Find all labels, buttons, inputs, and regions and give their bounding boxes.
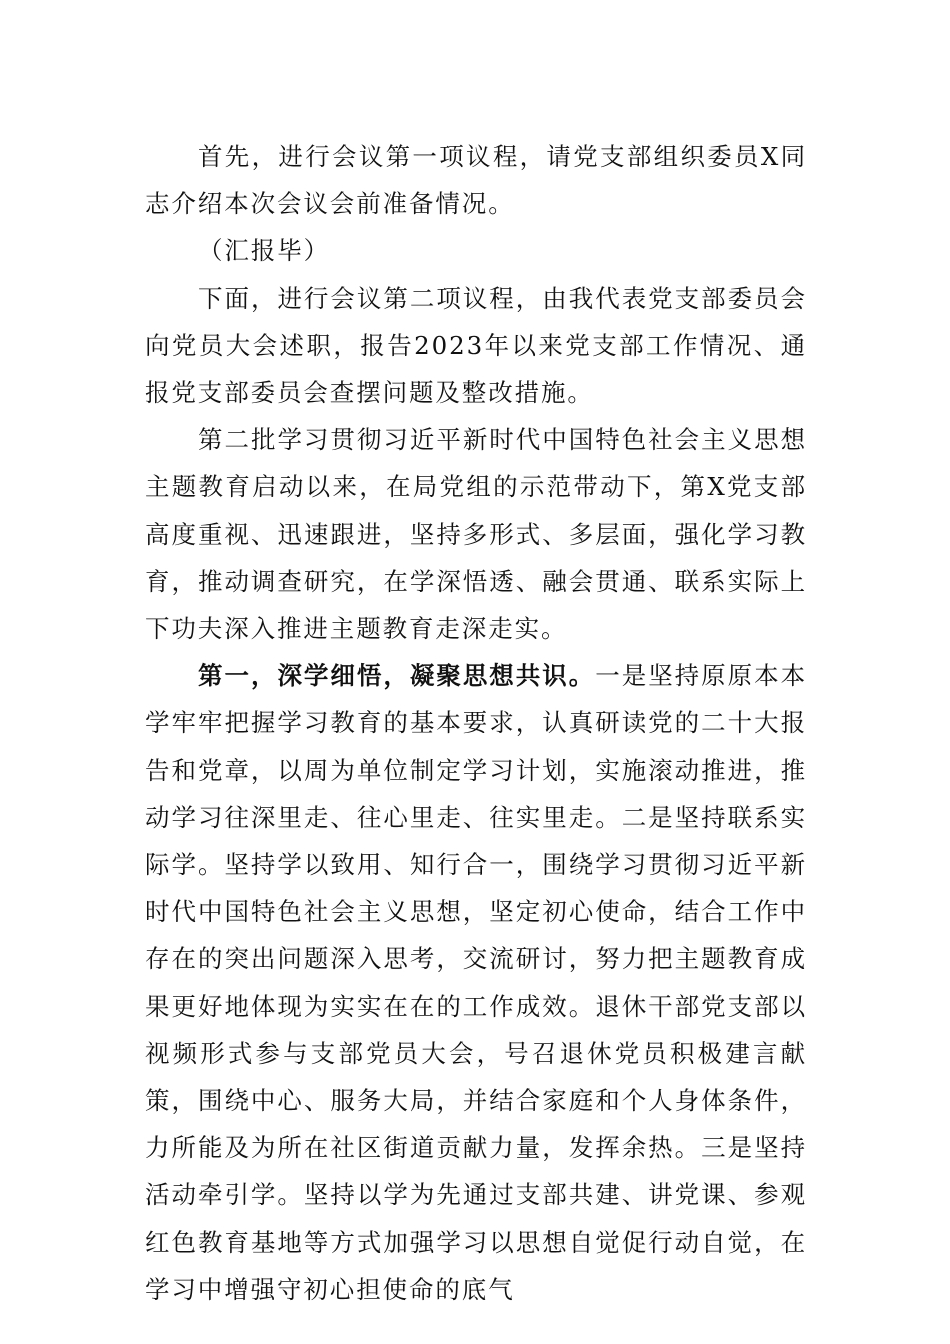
paragraph-intro: 第二批学习贯彻习近平新时代中国特色社会主义思想主题教育启动以来，在局党组的示范带动下，第X党支部高度重视、迅速跟进，坚持多形式、多层面，强化学习教育，推动调查研究，在学深悟透、融会贯通、联系实际上下功夫深入推进主题教育走深走实。	[145, 425, 807, 644]
paragraph-agenda-one: 首先，进行会议第一项议程，请党支部组织委员X同志介绍本次会议会前准备情况。	[145, 142, 807, 219]
section-heading: 第一，深学细悟，凝聚思想共识。	[198, 661, 596, 691]
document-page	[145, 133, 807, 1313]
paragraph-report-done: （汇报毕）	[198, 236, 330, 266]
paragraph-agenda-two: 下面，进行会议第二项议程，由我代表党支部委员会向党员大会述职，报告2023年以来党支部工作情况、通报党支部委员会查摆问题及整改措施。	[145, 283, 807, 408]
paragraph-section-one	[145, 652, 807, 1313]
section-body: 一是坚持原原本本学牢牢把握学习教育的基本要求，认真研读党的二十大报告和党章，以周为单位制定学习计划，实施滚动推进，推动学习往深里走、往心里走、往实里走。二是坚持联系实际学。坚持学以致用、知行合一，围绕学习贯彻习近平新时代中国特色社会主义思想，坚定初心使命，结合工作中存在的突出问题深入思考，交流研讨，努力把主题教育成果更好地体现为实实在在的工作成效。退休干部党支部以视频形式参与支部党员大会，号召退休党员积极建言献策，围绕中心、服务大局，并结合家庭和个人身体条件，力所能及为所在社区街道贡献力量，发挥余热。三是坚持活动牵引学。坚持以学为先通过支部共建、讲党课、参观红色教育基地等方式加强学习以思想自觉促行动自觉，在学习中增强守初心担使命的底气	[145, 661, 808, 1304]
